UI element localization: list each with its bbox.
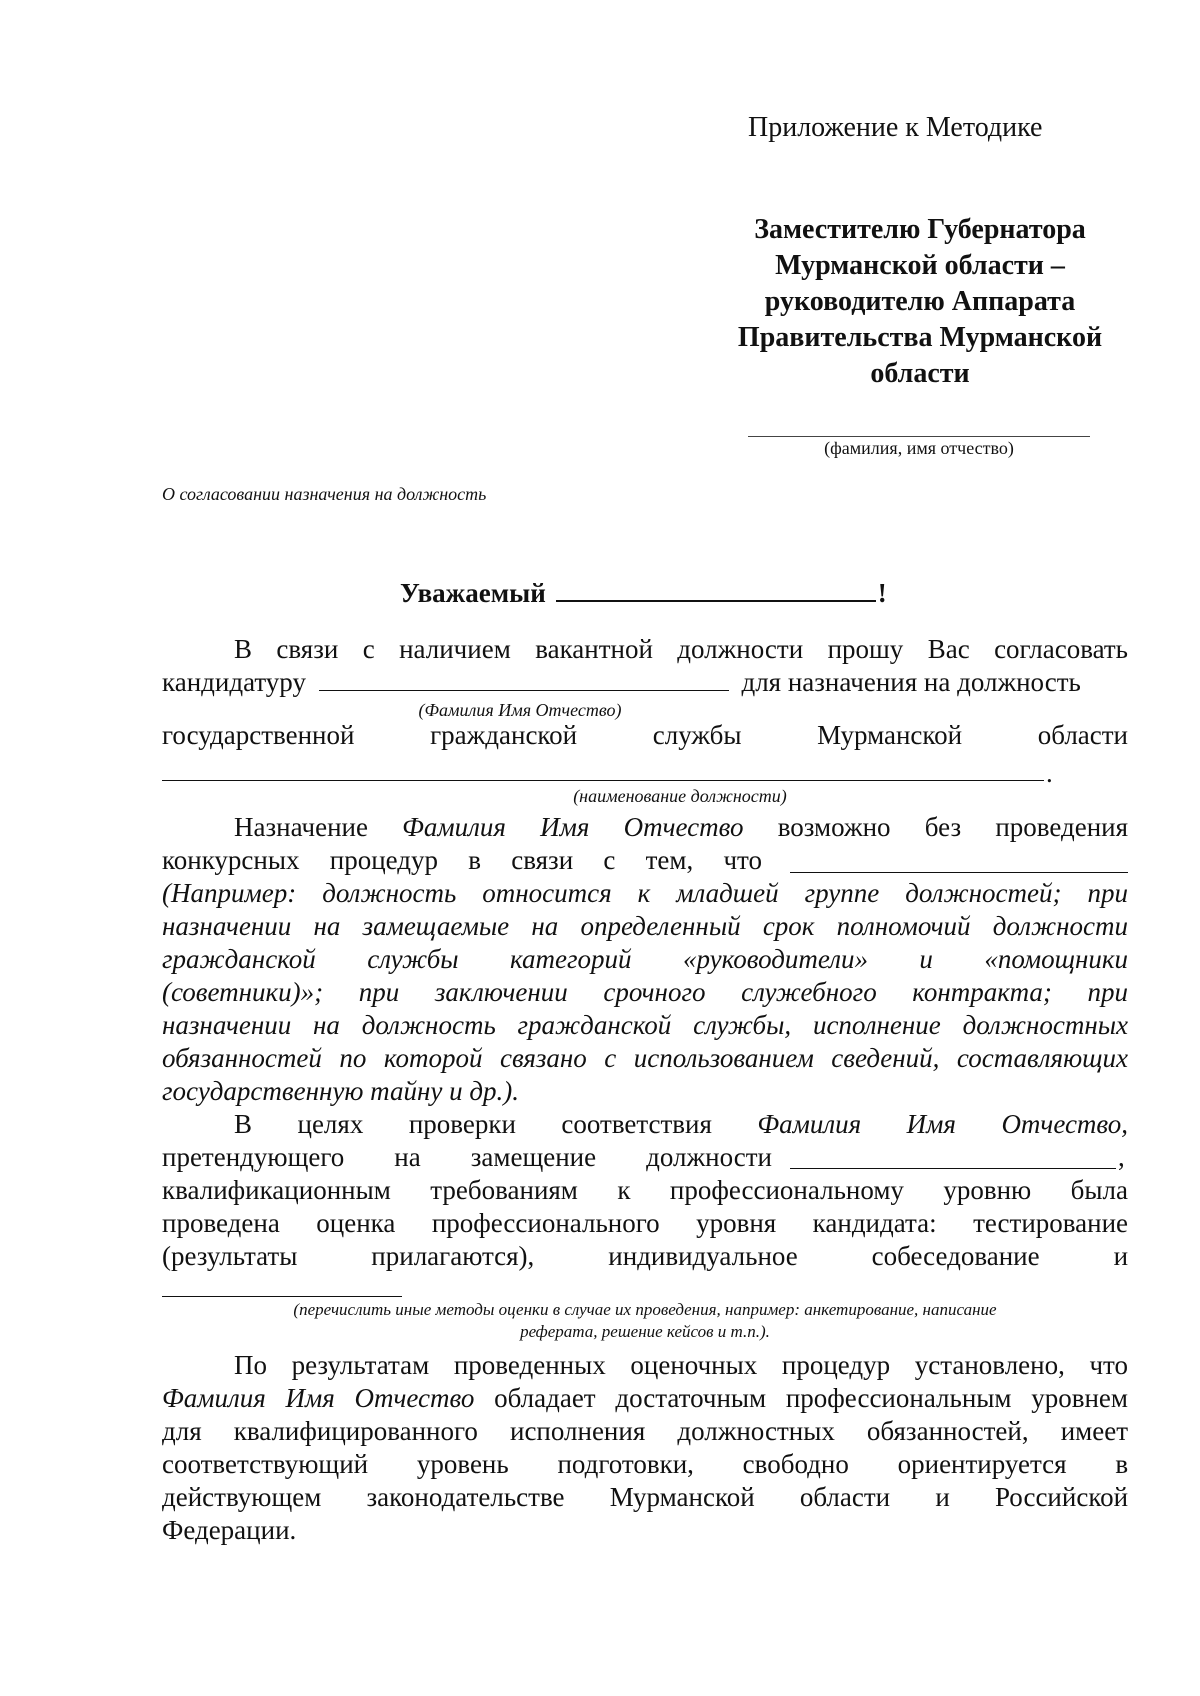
para3-line1: В целях проверки соответствия Фамилия Имя Отчество, [234, 1109, 1129, 1139]
greeting [400, 574, 887, 609]
para4-line4: соответствующий уровень подготовки, свободно ориентируется в [162, 1449, 1129, 1479]
para2-italic-line: гражданской службы категорий «руководители» и «помощники [162, 944, 1128, 974]
addressee-line: руководителю Аппарата [764, 286, 1076, 317]
para4-line5: действующем законодательстве Мурманской области и Российской [162, 1482, 1129, 1512]
addressee-line: области [870, 358, 970, 389]
caption-methods-line1: (перечислить иные методы оценки в случае их проведения, например: анкетирование, написание [293, 1300, 997, 1319]
greeting-name-blank [556, 574, 876, 602]
para4-line2: Фамилия Имя Отчество обладает достаточным профессиональным уровнем [162, 1383, 1128, 1413]
candidate-name-blank [319, 666, 729, 691]
fio-caption: (фамилия, имя отчество) [824, 438, 1014, 458]
para2-italic-line: обязанностей по которой связано с использованием сведений, составляющих [162, 1043, 1128, 1073]
caption-fio: (Фамилия Имя Отчество) [418, 700, 622, 720]
caption-position: (наименование должности) [573, 786, 787, 806]
para2-line2: конкурсных процедур в связи с тем, что [162, 845, 762, 875]
para4-line1: По результатам проведенных оценочных процедур установлено, что [234, 1350, 1128, 1380]
greeting-exclamation: ! [877, 578, 887, 608]
para2-italic-line: государственную тайну и др.). [162, 1076, 519, 1106]
para2-italic-line: (Например: должность относится к младшей группе должностей; при [162, 878, 1128, 908]
addressee-line: Заместителю Губернатора [754, 214, 1086, 245]
para1-end-dot: . [1046, 758, 1053, 788]
appendix-label: Приложение к Методике [748, 112, 1043, 143]
para4-line6: Федерации. [162, 1515, 297, 1545]
para3-line2: претендующего на замещение должности [162, 1142, 772, 1172]
fio-signature-line [748, 436, 1090, 437]
addressee-block [720, 212, 1120, 392]
para2-italic-line: (советники)»; при заключении срочного служебного контракта; при [162, 977, 1128, 1007]
addressee-line: Мурманской области – [775, 250, 1065, 281]
para2-line1: Назначение Фамилия Имя Отчество возможно без проведения [234, 812, 1129, 842]
other-methods-blank [162, 1296, 402, 1297]
para1-line1: В связи с наличием вакантной должности прошу Вас согласовать [234, 634, 1128, 664]
position-blank [790, 1168, 1116, 1169]
greeting-word: Уважаемый [400, 578, 546, 608]
letter-subject: О согласовании назначения на должность [162, 484, 487, 504]
para3-line2-comma: , [1118, 1142, 1125, 1172]
para3-line3: квалификационным требованиям к профессиональному уровню была [162, 1175, 1128, 1205]
para3-line4: проведена оценка профессионального уровня кандидата: тестирование [162, 1208, 1129, 1238]
para1-line3: государственной гражданской службы Мурманской области [162, 720, 1129, 750]
reason-blank [790, 872, 1128, 873]
position-name-blank [162, 780, 1044, 781]
addressee-line: Правительства Мурманской [737, 322, 1103, 353]
para3-line5: (результаты прилагаются), индивидуальное собеседование и [162, 1241, 1129, 1271]
para2-italic-line: назначении на замещаемые на определенный срок полномочий должности [162, 911, 1128, 941]
para1-line2: кандидатуру для назначения на должность [162, 667, 1081, 697]
para4-line3: для квалифицированного исполнения должностных обязанностей, имеет [162, 1416, 1128, 1446]
caption-methods-line2: реферата, решение кейсов и т.п.). [520, 1322, 770, 1341]
para2-italic-line: назначении на должность гражданской службы, исполнение должностных [162, 1010, 1128, 1040]
